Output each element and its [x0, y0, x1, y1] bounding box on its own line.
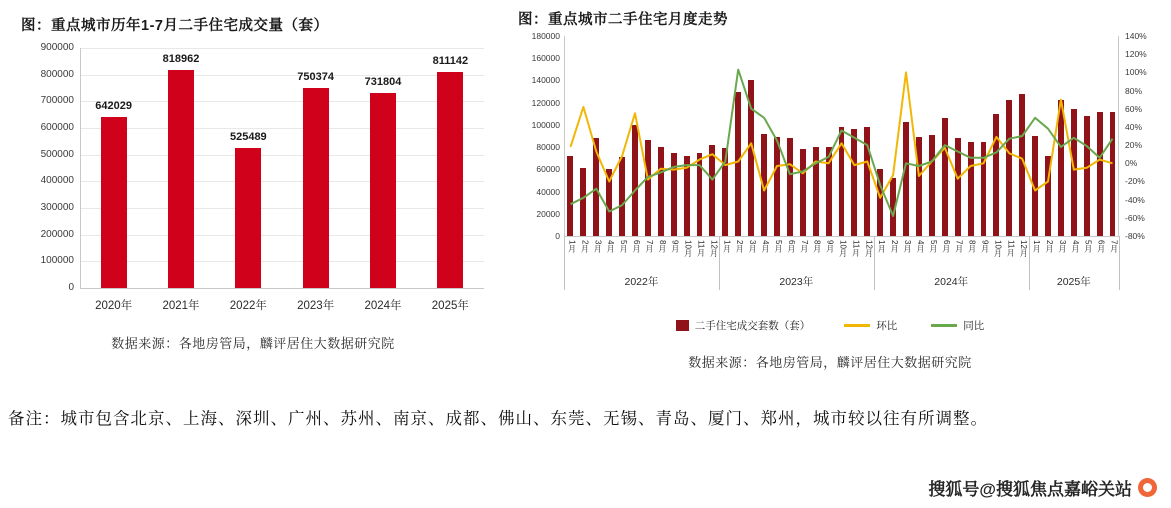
right-bar	[851, 129, 857, 236]
right-bar	[1071, 109, 1077, 236]
left-bar	[235, 148, 261, 288]
right-x-tick-label: 2月	[580, 240, 590, 253]
right-bar	[580, 168, 586, 236]
right-year-label: 2024年	[934, 276, 969, 288]
legend-item[interactable]	[931, 318, 984, 333]
legend-item[interactable]	[676, 318, 811, 333]
right-y-tick-label-left: 160000	[531, 53, 560, 64]
right-bar	[632, 125, 638, 236]
left-gridline	[80, 48, 484, 49]
right-y-tick-label-right: 60%	[1125, 103, 1143, 114]
right-y-tick-label-right: -80%	[1125, 231, 1145, 241]
left-x-tick-label: 2025年	[431, 300, 469, 312]
right-x-tick-label: 5月	[928, 240, 938, 253]
legend-label: 环比	[876, 320, 898, 332]
left-y-tick-label: 700000	[40, 95, 74, 107]
right-bar	[1110, 112, 1116, 236]
right-y-tick-label-left: 20000	[536, 208, 560, 219]
left-bar-value-label: 525489	[229, 130, 267, 143]
left-gridline	[80, 235, 484, 236]
right-x-tick-label: 2月	[735, 240, 745, 253]
right-year-separator	[874, 236, 875, 290]
right-bar	[1097, 112, 1103, 236]
left-chart-panel	[18, 8, 488, 378]
right-year-label: 2025年	[1056, 276, 1091, 288]
right-x-tick-label: 6月	[1096, 240, 1106, 253]
left-bar	[370, 93, 396, 288]
right-x-tick-label: 7月	[954, 240, 964, 253]
left-y-tick-label: 200000	[40, 228, 74, 240]
right-x-tick-label: 2月	[890, 240, 900, 253]
left-y-tick-label: 400000	[40, 175, 74, 187]
right-x-tick-label: 12月	[864, 240, 874, 257]
right-bar	[1032, 136, 1038, 236]
right-bar	[774, 137, 780, 236]
left-y-axis	[80, 48, 81, 288]
right-bar	[864, 127, 870, 236]
right-x-tick-label: 11月	[851, 240, 861, 257]
right-bar	[619, 157, 625, 236]
right-x-tick-label: 1月	[1032, 240, 1042, 253]
right-bar	[593, 138, 599, 236]
watermark	[928, 475, 1157, 500]
left-y-tick-label: 800000	[40, 68, 74, 80]
left-x-axis	[80, 288, 484, 289]
right-chart-panel	[500, 0, 1160, 385]
right-x-tick-label: 3月	[593, 240, 603, 253]
left-gridline	[80, 155, 484, 156]
left-bar-value-label: 750374	[297, 70, 335, 83]
left-y-tick-label: 100000	[40, 255, 74, 267]
left-x-tick-label: 2020年	[95, 300, 133, 312]
right-y-tick-label-left: 0	[555, 231, 560, 241]
legend-bar-swatch	[676, 320, 689, 331]
right-y-axis-left	[564, 36, 565, 236]
right-x-tick-label: 9月	[980, 240, 990, 253]
right-y-tick-label-left: 120000	[531, 97, 560, 108]
right-bar	[684, 156, 690, 236]
left-bar	[101, 117, 127, 288]
right-y-tick-label-right: 80%	[1125, 85, 1143, 96]
left-bar-value-label: 731804	[364, 75, 402, 88]
right-x-tick-label: 4月	[915, 240, 925, 253]
right-y-tick-label-right: 100%	[1125, 67, 1147, 78]
right-x-tick-label: 8月	[812, 240, 822, 253]
right-y-tick-label-left: 60000	[536, 164, 560, 175]
right-x-tick-label: 10月	[683, 240, 693, 257]
left-chart-title: 图：重点城市历年1-7月二手住宅成交量（套）	[21, 18, 329, 34]
right-x-tick-label: 10月	[838, 240, 848, 257]
left-bar-value-label: 811142	[432, 54, 469, 67]
right-bar	[839, 127, 845, 236]
right-bar	[903, 122, 909, 236]
right-bar	[748, 80, 754, 236]
right-y-tick-label-right: 0%	[1125, 158, 1138, 169]
right-bar	[800, 149, 806, 236]
left-chart-source: 数据来源：各地房管局，麟评居住大数据研究院	[111, 336, 395, 351]
watermark-text: 搜狐号@搜狐焦点嘉峪关站	[928, 480, 1132, 499]
right-y-tick-label-right: 40%	[1125, 121, 1143, 132]
right-x-tick-label: 12月	[709, 240, 719, 257]
right-bar	[955, 138, 961, 236]
right-y-tick-label-right: -40%	[1125, 194, 1145, 205]
left-bar	[303, 88, 329, 288]
right-bar	[761, 134, 767, 236]
left-gridline	[80, 261, 484, 262]
right-y-tick-label-left: 100000	[531, 119, 560, 130]
right-x-tick-label: 11月	[1006, 240, 1016, 257]
right-x-tick-label: 3月	[748, 240, 758, 253]
right-x-axis	[564, 236, 1119, 237]
right-y-tick-label-right: 140%	[1125, 31, 1147, 41]
left-x-tick-label: 2024年	[364, 300, 402, 312]
right-year-separator	[564, 236, 565, 290]
right-x-tick-label: 9月	[670, 240, 680, 253]
right-bar	[877, 169, 883, 236]
right-x-tick-label: 8月	[657, 240, 667, 253]
right-year-separator	[1029, 236, 1030, 290]
right-x-tick-label: 7月	[799, 240, 809, 253]
right-x-tick-label: 1月	[567, 240, 577, 253]
left-bar-value-label: 818962	[162, 52, 200, 65]
right-y-tick-label-right: -20%	[1125, 176, 1145, 187]
left-bar	[168, 70, 194, 288]
right-x-tick-label: 6月	[631, 240, 641, 253]
right-bar	[606, 169, 612, 236]
right-bar	[1006, 100, 1012, 236]
right-bar	[813, 147, 819, 236]
right-bar	[826, 147, 832, 236]
right-year-separator	[719, 236, 720, 290]
right-bar	[567, 156, 573, 236]
legend-line-swatch	[931, 324, 957, 327]
right-x-tick-label: 6月	[786, 240, 796, 253]
right-x-tick-label: 9月	[825, 240, 835, 253]
left-y-tick-label: 300000	[40, 202, 74, 213]
right-bar	[1019, 94, 1025, 236]
right-bar	[787, 138, 793, 236]
right-x-tick-label: 8月	[967, 240, 977, 253]
right-chart-source: 数据来源：各地房管局，麟评居住大数据研究院	[688, 355, 972, 370]
left-y-tick-label: 500000	[40, 148, 74, 160]
right-x-tick-label: 5月	[773, 240, 783, 253]
right-year-separator	[1119, 236, 1120, 290]
right-bar	[709, 145, 715, 236]
right-bar	[1045, 156, 1051, 236]
right-y-axis-right	[1118, 36, 1119, 236]
right-chart-legend	[500, 318, 1160, 333]
right-bar	[942, 118, 948, 236]
right-x-tick-label: 10月	[993, 240, 1003, 257]
right-x-tick-label: 3月	[903, 240, 913, 253]
right-x-tick-label: 4月	[1070, 240, 1080, 253]
right-bar	[993, 114, 999, 236]
right-bar	[645, 140, 651, 236]
right-x-tick-label: 4月	[761, 240, 771, 253]
right-x-tick-label: 6月	[941, 240, 951, 253]
right-bar	[929, 135, 935, 236]
right-bar	[735, 92, 741, 236]
right-x-tick-label: 11月	[696, 240, 706, 257]
right-y-tick-label-right: 120%	[1125, 49, 1147, 60]
right-bar	[1058, 100, 1064, 236]
right-chart-plot	[518, 31, 1158, 288]
right-x-tick-label: 12月	[1019, 240, 1029, 257]
left-gridline	[80, 128, 484, 129]
left-y-tick-label: 900000	[40, 42, 74, 53]
right-bar	[981, 142, 987, 236]
left-bar-value-label: 642029	[95, 99, 133, 112]
right-x-tick-label: 1月	[877, 240, 887, 253]
legend-label: 二手住宅成交套数（套）	[694, 320, 811, 332]
right-y-tick-label-right: 20%	[1125, 140, 1143, 151]
legend-label: 同比	[963, 320, 985, 332]
right-y-tick-label-right: -60%	[1125, 212, 1145, 223]
left-x-tick-label: 2021年	[162, 300, 200, 312]
right-bar	[968, 142, 974, 236]
right-bar	[722, 148, 728, 236]
left-chart-plot	[18, 42, 488, 312]
right-x-tick-label: 1月	[722, 240, 732, 253]
footnote-text: 备注：城市包含北京、上海、深圳、广州、苏州、南京、成都、佛山、东莞、无锡、青岛、厦门、郑州，城市较以往有所调整。	[8, 409, 988, 428]
right-year-label: 2022年	[624, 276, 659, 288]
legend-item[interactable]	[844, 318, 897, 333]
right-x-tick-label: 7月	[644, 240, 654, 253]
legend-line-swatch	[844, 324, 870, 327]
left-x-tick-label: 2022年	[229, 300, 267, 312]
right-y-tick-label-left: 180000	[531, 31, 560, 41]
right-bar	[890, 178, 896, 236]
sohu-logo-icon	[1138, 478, 1157, 497]
right-bar	[1084, 116, 1090, 236]
right-bar	[697, 153, 703, 236]
right-year-label: 2023年	[779, 276, 814, 288]
left-gridline	[80, 208, 484, 209]
right-x-tick-label: 2月	[1045, 240, 1054, 253]
left-y-tick-label: 600000	[40, 122, 74, 133]
right-x-tick-label: 5月	[619, 240, 629, 253]
right-bar	[658, 147, 664, 236]
left-x-tick-label: 2023年	[297, 300, 335, 312]
left-y-tick-label: 0	[68, 282, 74, 293]
right-bar	[671, 153, 677, 236]
right-x-tick-label: 5月	[1083, 240, 1093, 253]
right-x-tick-label: 7月	[1109, 240, 1119, 253]
right-y-tick-label-left: 40000	[536, 186, 560, 197]
right-x-tick-label: 3月	[1057, 240, 1067, 253]
right-y-tick-label-left: 140000	[531, 75, 560, 86]
right-x-tick-label: 4月	[606, 240, 616, 253]
right-bar	[916, 137, 922, 236]
right-y-tick-label-left: 80000	[536, 142, 560, 153]
right-chart-title: 图：重点城市二手住宅月度走势	[518, 12, 728, 28]
left-bar	[437, 72, 463, 288]
left-gridline	[80, 181, 484, 182]
